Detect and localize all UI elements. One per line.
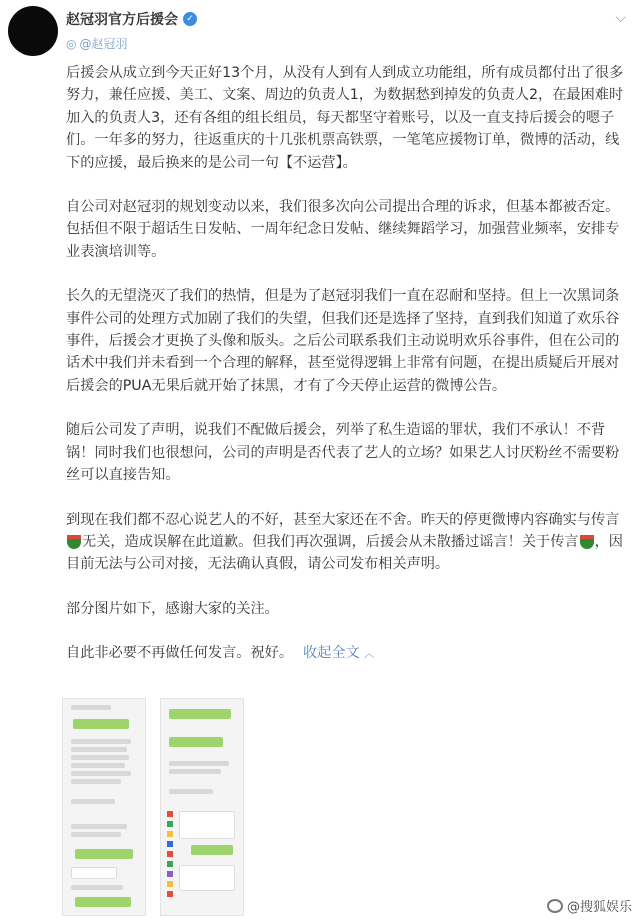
paragraph-7 (66, 642, 624, 666)
image-tile (167, 851, 173, 857)
chat-bubble (169, 709, 231, 719)
mention-row (66, 35, 128, 52)
chat-text-line (71, 739, 131, 744)
chat-text-line (71, 747, 127, 752)
verified-badge-icon: ✓ (183, 12, 197, 26)
account-name-row (66, 9, 197, 29)
chat-text-line (71, 799, 115, 804)
chat-screenshot-1[interactable] (62, 698, 146, 916)
image-tile (167, 881, 173, 887)
chevron-down-icon[interactable]: ⌵ (615, 10, 626, 26)
closing-text: 自此非必要不再做任何发言。祝好。 (66, 645, 294, 662)
watermelon-icon (580, 535, 594, 549)
paragraph-5-part-2: 无关，造成误解在此道歉。但我们再次强调，后援会从未散播过谣言！关于传言 (82, 533, 579, 550)
chat-bubble (75, 897, 131, 907)
chat-bubble (179, 865, 235, 891)
paragraph-5 (66, 509, 624, 576)
post-header (0, 0, 640, 60)
chat-bubble (73, 719, 129, 729)
post-body (66, 62, 624, 667)
chat-text-line (71, 824, 127, 829)
image-tile (167, 861, 173, 867)
image-tile (167, 811, 173, 817)
chat-text-line (71, 771, 131, 776)
chat-text-line (71, 763, 125, 768)
chat-bubble (179, 811, 235, 839)
chat-bubble (169, 737, 223, 747)
chat-text-line (71, 779, 121, 784)
chat-text-line (71, 705, 111, 710)
chat-text-line (169, 789, 213, 794)
chat-bubble (191, 845, 233, 855)
watermelon-icon (67, 535, 81, 549)
paragraph-3: 长久的无望浇灭了我们的热情，但是为了赵冠羽我们一直在忍耐和坚持。但上一次黑词条事件公司的处理方式加剧了我们的失望，但我们还是选择了坚持，直到我们知道了欢乐谷事件，后援会才更换了头像和版头。之后公司联系我们主动说明欢乐谷事件，但在公司的话术中我们并未看到一个合理的解释，甚至觉得逻辑上非常有问题，在提出质疑后开展对后援会的PUA无果后就开始了抹黑，才有了今天停止运营的微博公告。 (66, 288, 620, 394)
image-tile (167, 891, 173, 897)
image-tile (167, 831, 173, 837)
paragraph-5-part-1: 到现在我们都不忍心说艺人的不好，甚至大家还在不舍。昨天的停更微博内容确实与传言 (66, 511, 620, 528)
chat-text-line (71, 755, 129, 760)
chat-bubble (75, 849, 133, 859)
paragraph-1: 后援会从成立到今天正好13个月，从没有人到有人到成立功能组，所有成员都付出了很多努力，兼任应援、美工、文案、周边的负责人1，为数据愁到掉发的负责人2，在最困难时加入的负责人3，还有各组的组长组员，每天都坚守着账号，以及一直支持后援会的嗯子们。一年多的努力，往返重庆的十几张机票高铁票，一笔笔应援物订单，微博的活动，线下的应援，最后换来的是公司一句【不运营】。 (66, 65, 624, 171)
weibo-logo-icon (547, 899, 563, 913)
chat-bubble (71, 867, 117, 879)
chat-text-line (169, 761, 229, 766)
mention-link[interactable]: @赵冠羽 (79, 37, 128, 51)
paragraph-4: 随后公司发了声明，说我们不配做后援会，列举了私生造谣的罪状，我们不承认！不背锅！同时我们也很想问，公司的声明是否代表了艺人的立场？如果艺人讨厌粉丝不需要粉丝可以直接告知。 (66, 422, 620, 484)
chat-text-line (71, 832, 121, 837)
chevron-up-icon: ︿ (364, 649, 375, 661)
image-tile (167, 841, 173, 847)
paragraph-2: 自公司对赵冠羽的规划变动以来，我们很多次向公司提出合理的诉求，但基本都被否定。包括但不限于超话生日发帖、一周年纪念日发帖、继续舞蹈学习，加强营业频率，安排专业表演培训等。 (66, 199, 620, 260)
image-tile (167, 821, 173, 827)
chat-text-line (169, 769, 221, 774)
collapse-label[interactable]: 收起全文 (303, 645, 360, 662)
account-name[interactable]: 赵冠羽官方后援会 (66, 12, 178, 28)
mention-icon: ◎ (66, 36, 77, 51)
collapse-link[interactable] (303, 645, 374, 661)
watermark (547, 896, 632, 915)
chat-text-line (71, 885, 123, 890)
image-gallery (62, 698, 342, 916)
image-tile (167, 871, 173, 877)
paragraph-6: 部分图片如下，感谢大家的关注。 (66, 600, 279, 617)
paragraph-5-part-3: ，因目前无法与公司对接，无法确认真假，请公司发布相关声明。 (66, 533, 623, 573)
avatar[interactable] (8, 6, 58, 56)
chat-screenshot-2[interactable] (160, 698, 244, 916)
watermark-text: @搜狐娱乐 (566, 900, 632, 915)
